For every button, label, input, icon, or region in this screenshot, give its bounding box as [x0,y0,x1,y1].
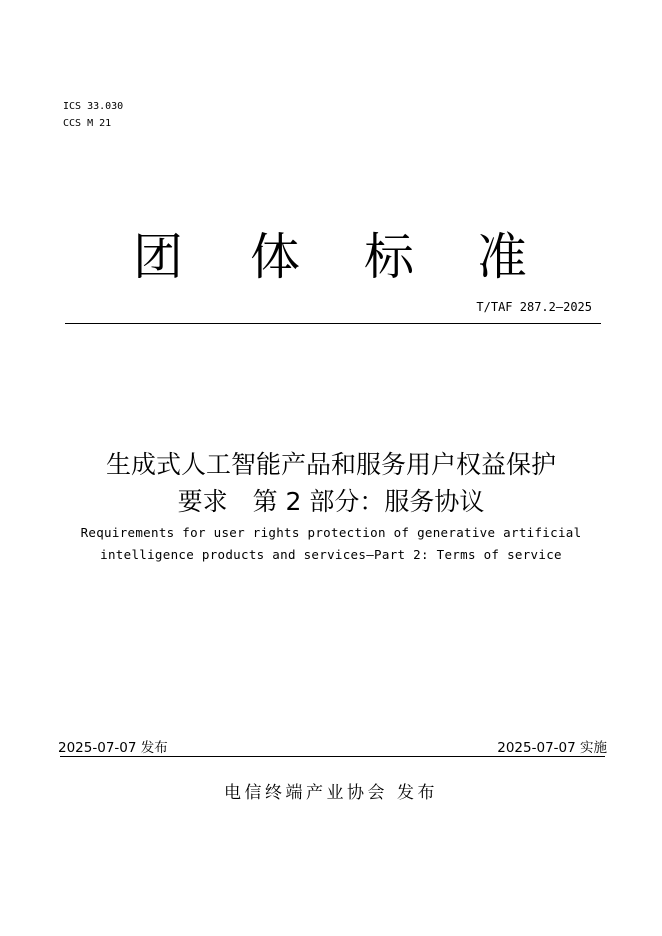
chinese-title-line1: 生成式人工智能产品和服务用户权益保护 [105,450,556,479]
classification-codes [63,98,123,132]
document-type-char: 标 [364,228,414,286]
english-title-line2: intelligence products and services—Part 2: Terms of service [100,547,562,562]
ccs-code: CCS M 21 [63,118,112,129]
chinese-title [0,446,662,520]
english-title-line1: Requirements for user rights protection of generative artificial [80,525,582,540]
standard-code: T/TAF 287.2—2025 [476,300,592,314]
publisher: 电信终端产业协会 发布 [224,783,438,803]
implement-date: 2025-07-07 实施 [497,740,607,756]
ics-code: ICS 33.030 [63,101,124,112]
top-divider [65,323,601,324]
publish-date: 2025-07-07 发布 [58,740,168,756]
english-title [0,522,662,566]
document-type-char: 团 [133,228,183,286]
document-type-char: 体 [250,228,300,286]
document-type-char: 准 [477,228,527,286]
bottom-divider [60,756,605,757]
chinese-title-line2: 要求 第 2 部分：服务协议 [177,487,485,516]
document-type-title [0,222,662,292]
